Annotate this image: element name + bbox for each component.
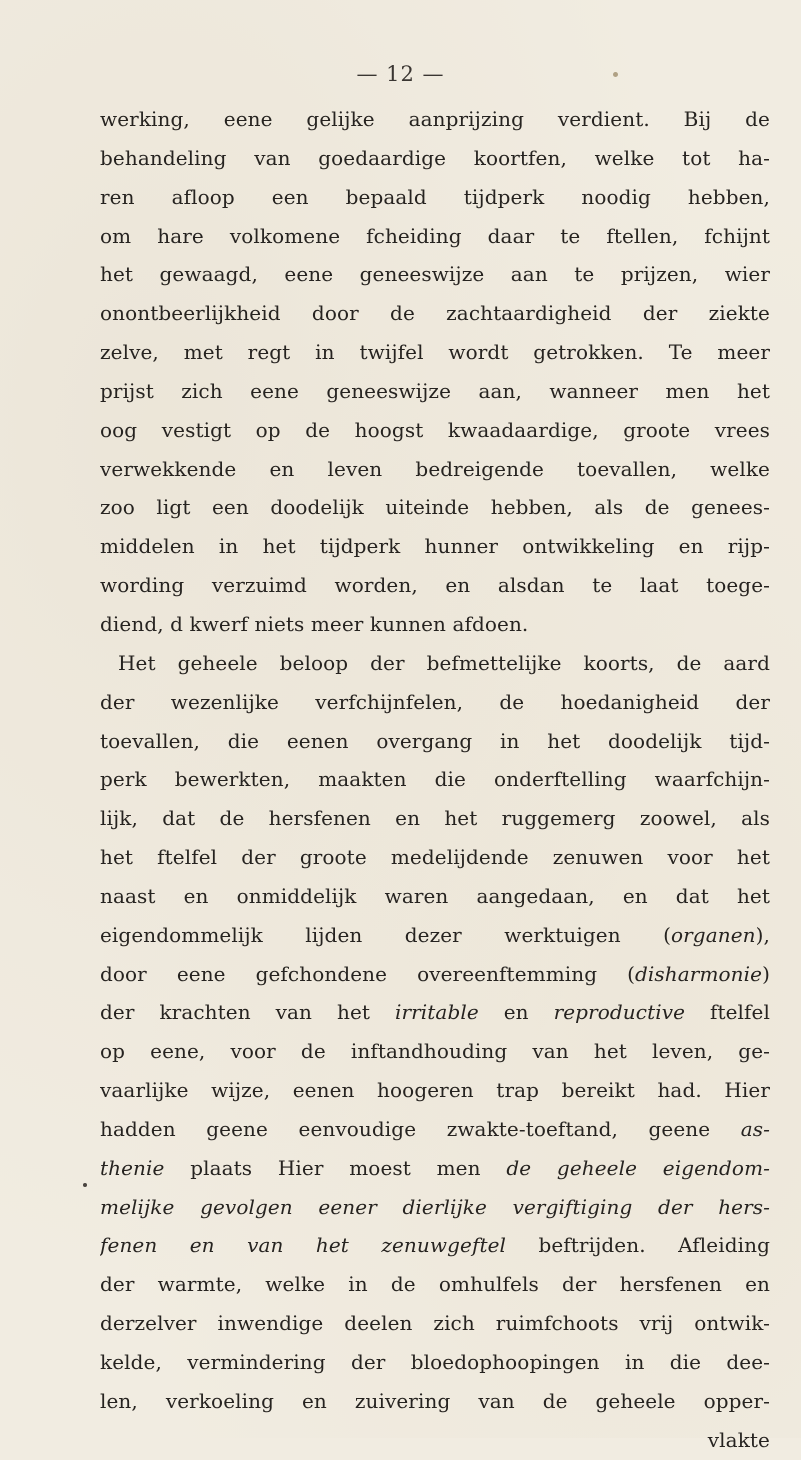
text-line: perk bewerkten, maakten die onderftelling waarfchijn- [100, 767, 770, 792]
body-text [100, 100, 770, 1460]
text-line: het gewaagd, eene geneeswijze aan te prijzen, wier [100, 262, 770, 287]
text-line: wording verzuimd worden, en alsdan te laat toege- [100, 573, 770, 598]
text-line: het ftelfel der groote medelijdende zenuwen voor het [100, 845, 770, 870]
text-line: door eene gefchondene overeenftemming (disharmonie) [100, 961, 770, 986]
text-line: toevallen, die eenen overgang in het doodelijk tijd- [100, 728, 770, 753]
text-line: der warmte, welke in de omhulfels der hersfenen en [100, 1272, 770, 1297]
text-line: op eene, voor de inftandhouding van het leven, ge- [100, 1039, 770, 1064]
text-line: kelde, vermindering der bloedophoopingen in die dee- [100, 1350, 770, 1374]
paper-speck [613, 72, 618, 77]
text-line: diend, d kwerf niets meer kunnen afdoen. [100, 611, 529, 636]
text-line: Het geheele beloop der befmettelijke koorts, de aard [118, 650, 770, 675]
text-line: ren afloop een bepaald tijdperk noodig hebben, [100, 184, 770, 209]
text-line: om hare volkomene fcheiding daar te ftellen, fchijnt [100, 223, 770, 248]
text-line: der krachten van het irritable en reproductive ftelfel [100, 1000, 770, 1025]
text-line: zelve, met regt in twijfel wordt getrokken. Te meer [100, 340, 770, 365]
text-line: naast en onmiddelijk waren aangedaan, en dat het [100, 883, 770, 908]
text-line: zoo ligt een doodelijk uiteinde hebben, als de genees- [100, 495, 770, 520]
text-line: vaarlijke wijze, eenen hoogeren trap bereikt had. Hier [100, 1078, 770, 1103]
text-line: len, verkoeling en zuivering van de geheele opper- [100, 1388, 770, 1413]
text-line: fenen en van het zenuwgeftel beftrijden. Afleiding [100, 1233, 770, 1258]
text-line: eigendommelijk lijden dezer werktuigen (organen), [100, 922, 770, 947]
text-line: onontbeerlijkheid door de zachtaardigheid der ziekte [100, 301, 770, 326]
text-line: behandeling van goedaardige koortfen, welke tot ha- [100, 145, 770, 170]
catchword: vlakte [707, 1427, 770, 1452]
text-line: prijst zich eene geneeswijze aan, wanneer men het [100, 378, 770, 403]
text-line: verwekkende en leven bedreigende toevallen, welke [100, 456, 770, 481]
text-line: der wezenlijke verfchijnfelen, de hoedanigheid der [100, 689, 770, 714]
text-line: melijke gevolgen eener dierlijke vergiftiging der hers- [100, 1194, 770, 1219]
page-number: — 12 — [356, 62, 445, 86]
text-line: derzelver inwendige deelen zich ruimfchoots vrij ontwik- [100, 1311, 770, 1336]
text-line: thenie plaats Hier moest men de geheele eigendom- [100, 1155, 770, 1180]
text-line: hadden geene eenvoudige zwakte-toeftand, geene as- [100, 1116, 770, 1141]
text-line: middelen in het tijdperk hunner ontwikkeling en rijp- [100, 534, 770, 559]
text-line: oog vestigt op de hoogst kwaadaardige, groote vrees [100, 417, 770, 442]
text-line: werking, eene gelijke aanprijzing verdient. Bij de [100, 107, 770, 131]
ink-dot [83, 1183, 87, 1187]
text-line: lijk, dat de hersfenen en het ruggemerg zoowel, als [100, 806, 770, 831]
